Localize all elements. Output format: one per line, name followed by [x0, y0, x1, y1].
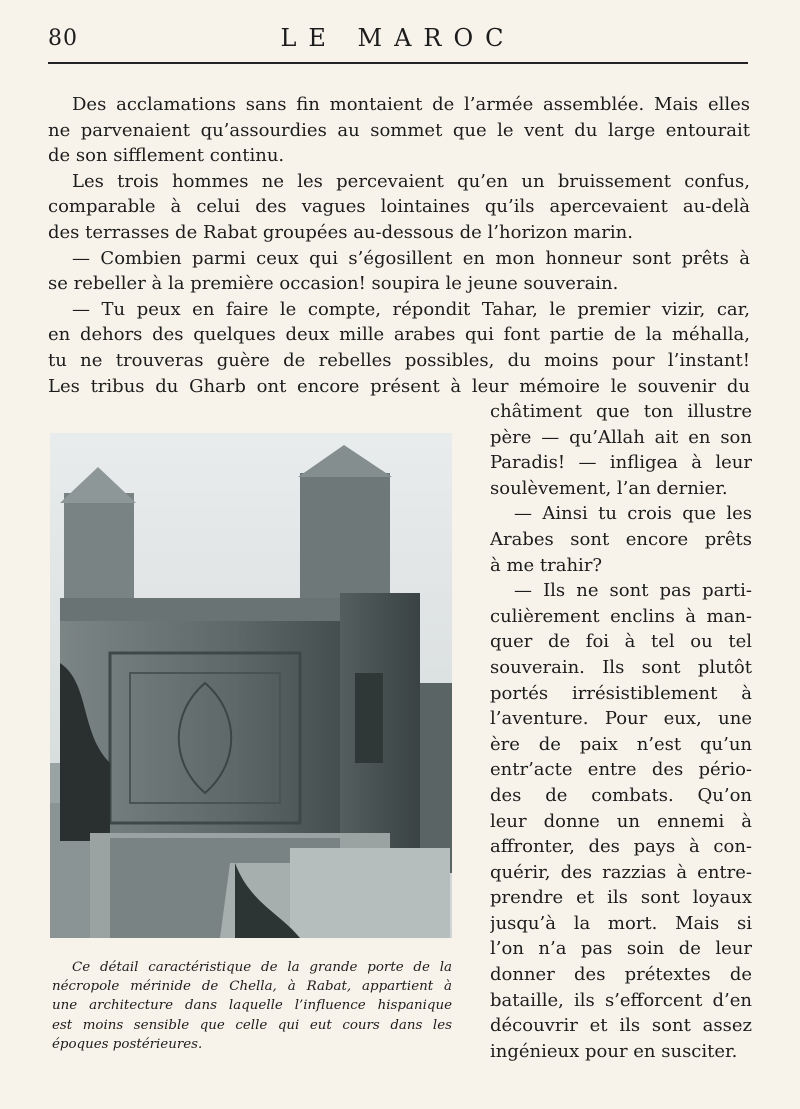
body-text-column [490, 399, 752, 1064]
text-line: bataille, ils s’efforcent d’en [490, 989, 752, 1011]
caption-line: une architecture dans laquelle l’influence hispanique [52, 998, 452, 1014]
text-line: — Tu peux en faire le compte, répondit Tahar, le premier vizir, car, [72, 298, 750, 320]
header-rule [48, 62, 748, 64]
text-line: ne parvenaient qu’assourdies au sommet que le vent du large entourait [48, 119, 750, 141]
text-line: se rebeller à la première occasion! soupira le jeune souverain. [48, 273, 619, 295]
text-line: comparable à celui des vagues lointaines qu’ils apercevaient au-delà [48, 196, 750, 218]
text-line: des terrasses de Rabat groupées au-dessous de l’horizon marin. [48, 221, 633, 243]
text-line: quérir, des razzias à entre- [490, 861, 752, 883]
text-line: affronter, des pays à con- [490, 836, 752, 858]
text-line: ère de paix n’est qu’un [490, 733, 752, 755]
running-title: LE MAROC [280, 24, 516, 52]
text-line: — Combien parmi ceux qui s’égosillent en mon honneur sont prêts à [72, 247, 750, 269]
text-line: donner des prétextes de [490, 964, 752, 986]
text-line: Les tribus du Gharb ont encore présent à leur mémoire le souvenir du [48, 375, 750, 397]
caption-line: époques postérieures. [52, 1036, 203, 1052]
text-line: en dehors des quelques deux mille arabes qui font partie de la méhalla, [48, 324, 750, 346]
text-line: prendre et ils sont loyaux [490, 887, 752, 909]
text-line: à me trahir? [490, 554, 603, 576]
text-line: découvrir et ils sont assez [490, 1015, 752, 1037]
text-line: Des acclamations sans fin montaient de l’armée assemblée. Mais elles [72, 94, 750, 115]
text-line: de son sifflement continu. [48, 145, 285, 167]
text-line: leur donne un ennemi à [490, 810, 752, 832]
text-line: quer de foi à tel ou tel [490, 631, 752, 653]
photo-chella-gate [50, 433, 452, 938]
text-line: l’on n’a pas soin de leur [490, 938, 752, 960]
text-line: jusqu’à la mort. Mais si [490, 912, 752, 934]
text-line: portés irrésistiblement à [490, 682, 752, 704]
text-line: des de combats. Qu’on [490, 784, 752, 806]
caption-line: Ce détail caractéristique de la grande porte de la [72, 960, 452, 975]
text-line: châtiment que ton illustre [490, 401, 752, 422]
figure-caption [52, 958, 452, 1054]
text-line: père — qu’Allah ait en son [490, 426, 752, 448]
text-line: Paradis! — infligea à leur [490, 452, 752, 474]
body-text-top [48, 92, 750, 399]
page-header [48, 26, 748, 60]
text-line: Les trois hommes ne les percevaient qu’en un bruissement confus, [72, 170, 750, 192]
text-line: l’aventure. Pour eux, une [490, 708, 752, 730]
text-line: — Ainsi tu crois que les [514, 503, 752, 525]
text-line: Arabes sont encore prêts [490, 528, 752, 550]
text-line: soulèvement, l’an dernier. [490, 477, 728, 499]
text-line: — Ils ne sont pas parti- [514, 580, 752, 602]
caption-line: est moins sensible que celle qui eut cours dans les [52, 1017, 452, 1033]
page-number: 80 [48, 26, 78, 51]
text-line: culièrement enclins à man- [490, 605, 752, 627]
text-line: souverain. Ils sont plutôt [490, 656, 752, 678]
text-line: entr’acte entre des pério- [490, 759, 752, 781]
text-line: tu ne trouveras guère de rebelles possibles, du moins pour l’instant! [48, 349, 750, 371]
caption-line: nécropole mérinide de Chella, à Rabat, appartient à [52, 979, 452, 995]
text-line: ingénieux pour en susciter. [490, 1040, 738, 1062]
